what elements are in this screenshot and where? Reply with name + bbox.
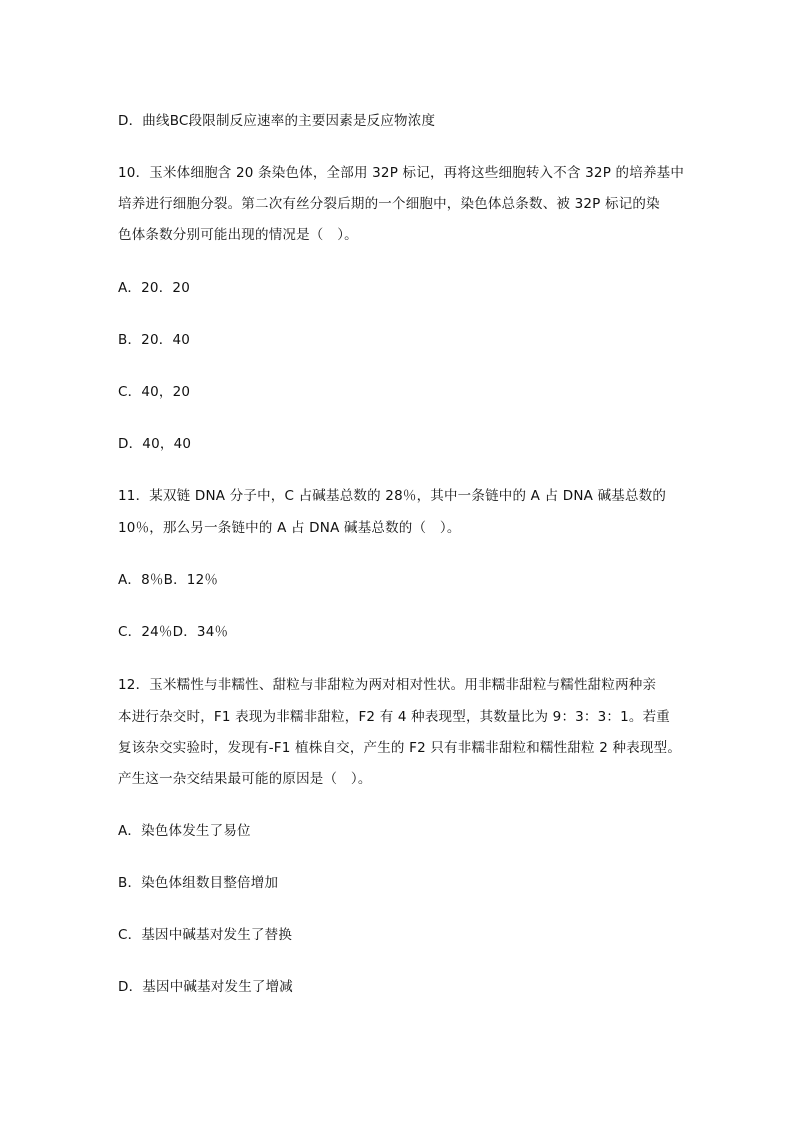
q12-option-b: B．染色体组数目整倍增加 (118, 875, 279, 891)
q12-stem-line-4: 产生这一杂交结果最可能的原因是（ ）。 (118, 771, 372, 787)
q12-option-d: D．基因中碱基对发生了增减 (118, 979, 293, 995)
q10-option-a: A．20．20 (118, 280, 190, 296)
q10-option-d: D．40，40 (118, 436, 192, 452)
q12-stem-line-2: 本进行杂交时，F1 表现为非糯非甜粒，F2 有 4 种表现型，其数量比为 9：3：3：1。若重 (118, 709, 671, 725)
q9-option-d: D．曲线BC段限制反应速率的主要因素是反应物浓度 (118, 113, 436, 129)
q12-stem-line-3: 复该杂交实验时，发现有-F1 植株自交，产生的 F2 只有非糯非甜粒和糯性甜粒 2 种表现型。 (118, 740, 682, 756)
q11-options-cd: C．24％D．34％ (118, 624, 229, 640)
q10-option-c: C．40，20 (118, 384, 191, 400)
q10-stem-line-2: 培养进行细胞分裂。第二次有丝分裂后期的一个细胞中，染色体总条数、被 32P 标记的染 (118, 196, 660, 212)
q11-stem-line-2: 10％，那么另一条链中的 A 占 DNA 碱基总数的（ ）。 (118, 520, 461, 536)
q12-stem-line-1: 12．玉米糯性与非糯性、甜粒与非甜粒为两对相对性状。用非糯非甜粒与糯性甜粒两种亲 (118, 677, 657, 693)
q10-option-b: B．20．40 (118, 332, 191, 348)
q10-stem-line-1: 10．玉米体细胞含 20 条染色体，全部用 32P 标记，再将这些细胞转入不含 32P 的培养基中 (118, 165, 685, 181)
q11-options-ab: A．8％B．12％ (118, 572, 219, 588)
q12-option-a: A．染色体发生了易位 (118, 823, 251, 839)
q10-stem-line-3: 色体条数分别可能出现的情况是（ ）。 (118, 227, 358, 243)
q12-option-c: C．基因中碱基对发生了替换 (118, 927, 293, 943)
q11-stem-line-1: 11．某双链 DNA 分子中，C 占碱基总数的 28％，其中一条链中的 A 占 DNA 碱基总数的 (118, 488, 667, 504)
